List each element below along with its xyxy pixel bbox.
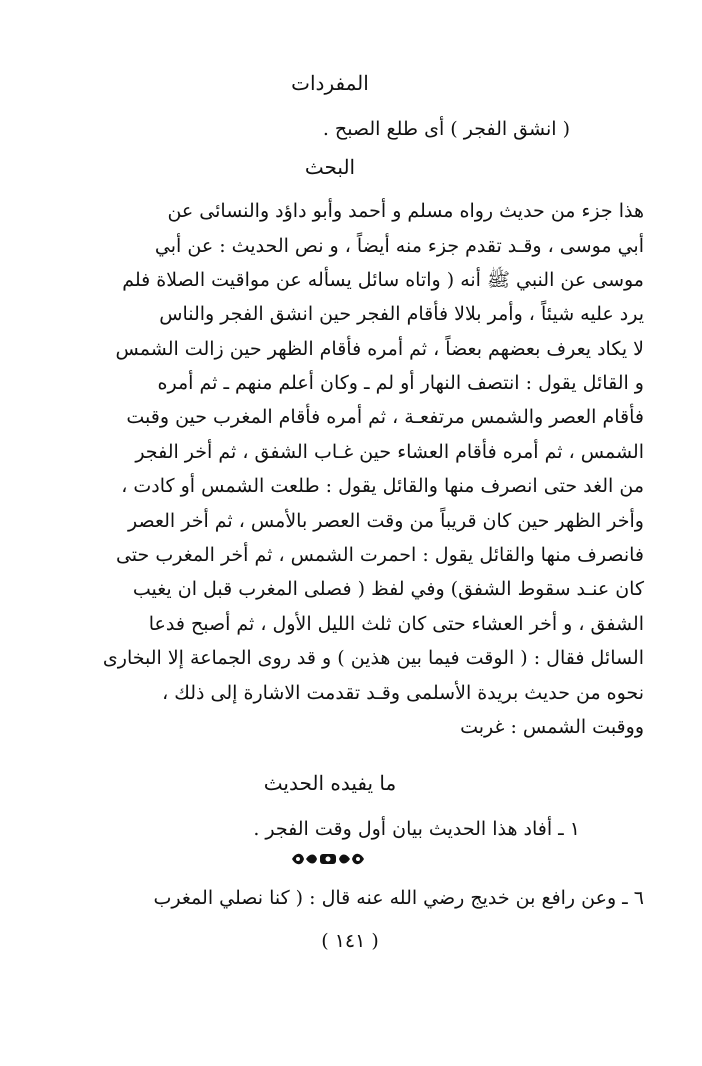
body-line: كان عنـد سقوط الشفق) وفي لفظ ( فصلى المغرب قبل ان يغيب	[132, 578, 644, 600]
next-hadith-line: ٦ ـ وعن رافع بن خديج رضي الله عنه قال : ( كنا نصلي المغرب	[153, 887, 644, 909]
body-line: من الغد حتى انصرف منها والقائل يقول : طلعت الشمس أو كادت ،	[121, 475, 644, 497]
body-line: السائل فقال : ( الوقت فيما بين هذين ) و قد روى الجماعة إلا البخارى	[102, 647, 644, 669]
benefit-heading: ما يفيده الحديث	[263, 771, 397, 795]
vocab-line: ( انشق الفجر ) أى طلع الصبح .	[322, 118, 570, 140]
benefit-line: ١ ـ أفاد هذا الحديث بيان أول وقت الفجر .	[253, 818, 580, 840]
body-line: وأخر الظهر حين كان قريباً من وقت العصر بالأمس ، ثم أخر العصر	[128, 510, 644, 532]
body-line: ووقبت الشمس : غربت	[460, 716, 644, 738]
ornament-divider-icon	[288, 850, 368, 868]
body-line: يرد عليه شيئاً ، وأمر بلالا فأقام الفجر حين انشق الفجر والناس	[159, 303, 644, 325]
body-line: هذا جزء من حديث رواه مسلم و أحمد وأبو داؤد والنسائى عن	[167, 200, 644, 222]
vocab-heading: المفردات	[291, 71, 369, 95]
body-line: نحوه من حديث بريدة الأسلمى وقـد تقدمت الاشارة إلى ذلك ،	[162, 682, 644, 704]
research-heading: البحث	[304, 155, 356, 179]
page-number: ( ١٤١ )	[321, 930, 379, 952]
body-line: موسى عن النبي ﷺ أنه ( واتاه سائل يسأله عن مواقيت الصلاة فلم	[122, 269, 644, 291]
body-line: فانصرف منها والقائل يقول : احمرت الشمس ، ثم أخر المغرب حتى	[115, 544, 644, 566]
body-line: أبي موسى ، وقـد تقدم جزء منه أيضاً ، و نص الحديث : عن أبي	[154, 235, 644, 257]
body-line: لا يكاد يعرف بعضهم بعضاً ، ثم أمره فأقام الظهر حين زالت الشمس	[115, 338, 644, 360]
body-line: الشمس ، ثم أمره فأقام العشاء حين غـاب الشفق ، ثم أخر الفجر	[135, 441, 644, 463]
body-line: فأقام العصر والشمس مرتفعـة ، ثم أمره فأقام المغرب حين وقبت	[126, 406, 644, 428]
body-line: الشفق ، و أخر العشاء حتى كان ثلث الليل الأول ، ثم أصبح فدعا	[148, 613, 644, 635]
body-line: و القائل يقول : انتصف النهار أو لم ـ وكان أعلم منهم ـ ثم أمره	[157, 372, 644, 394]
